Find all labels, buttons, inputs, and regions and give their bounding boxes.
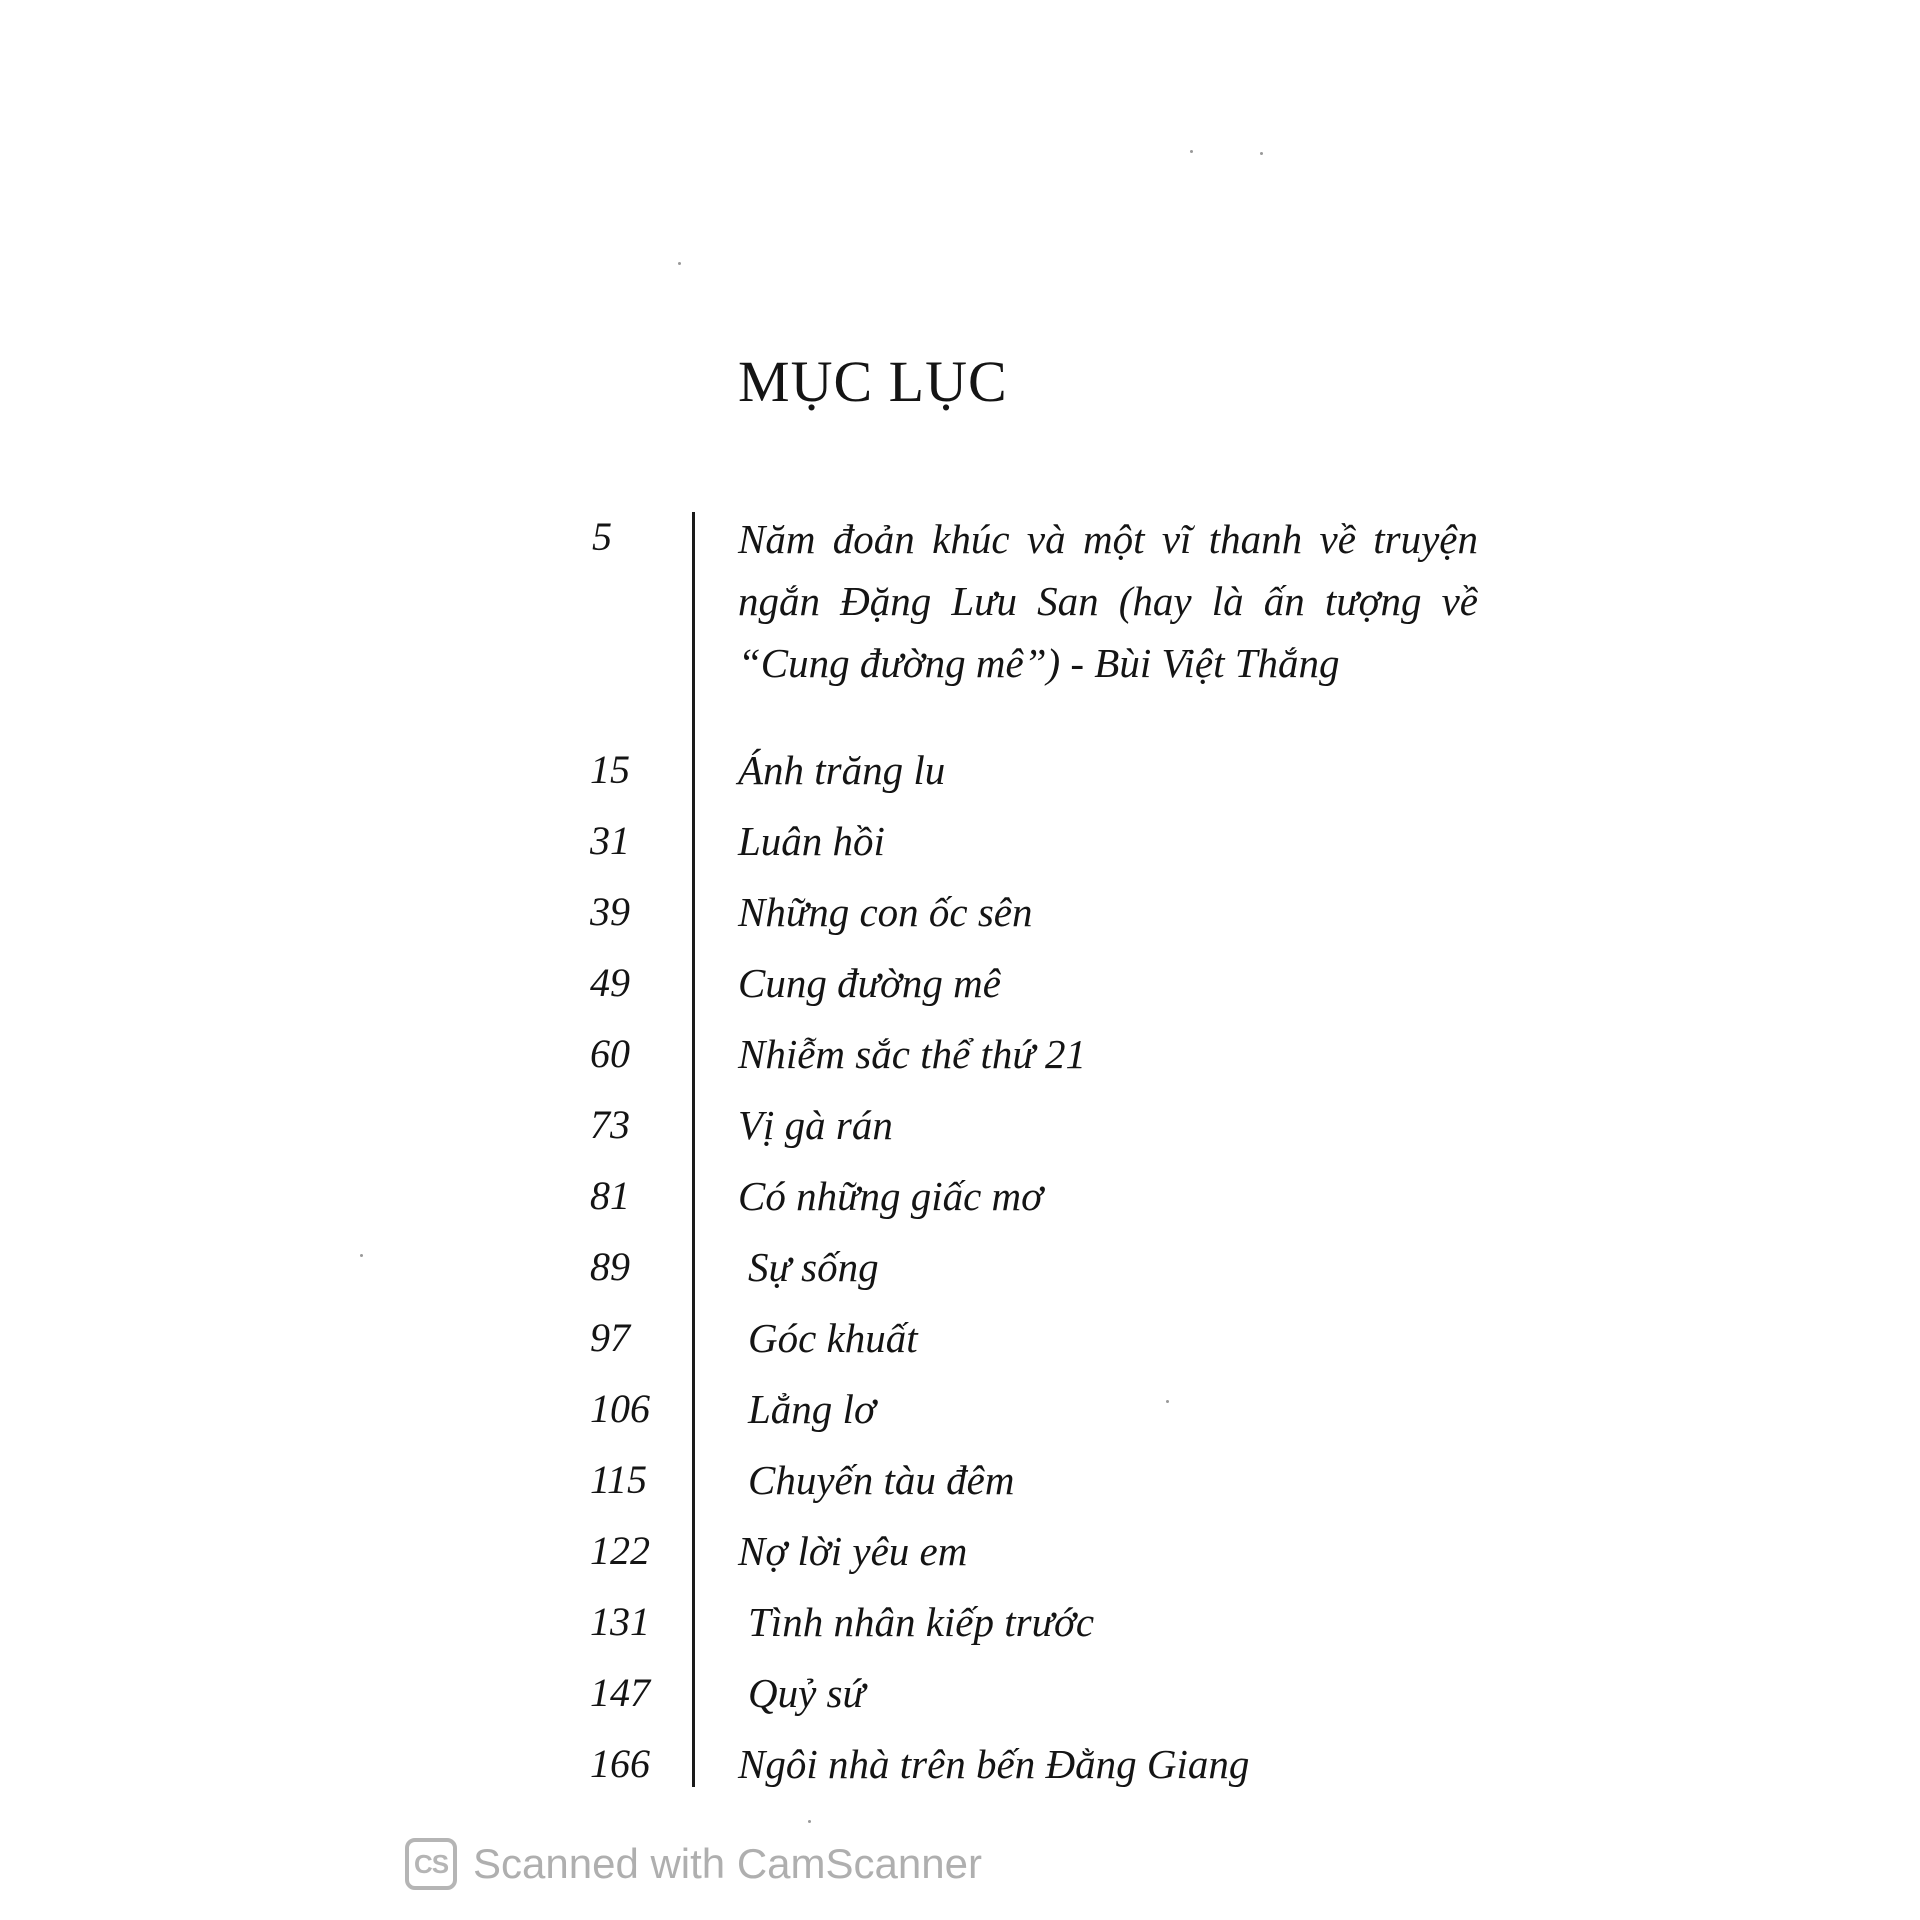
toc-entry-title: Tình nhân kiếp trước xyxy=(748,1599,1095,1645)
toc-entry-title: Nhiễm sắc thể thứ 21 xyxy=(738,1031,1087,1077)
intro-page-number: 5 xyxy=(592,514,612,559)
scan-speck xyxy=(808,1820,811,1823)
toc-entry-title: Lẳng lơ xyxy=(748,1386,876,1432)
toc-page-number: 31 xyxy=(590,818,630,863)
toc-entry-title: Sự sống xyxy=(748,1244,879,1290)
toc-page-number: 115 xyxy=(590,1457,648,1502)
toc-page-number: 97 xyxy=(590,1315,630,1360)
toc-page-number: 122 xyxy=(590,1528,650,1573)
toc-page-number: 147 xyxy=(590,1670,650,1715)
intro-line-2: ngắn Đặng Lưu San (hay là ấn tượng về xyxy=(738,578,1478,624)
toc-entry-title: Những con ốc sên xyxy=(738,889,1033,935)
toc-entry-title: Cung đường mê xyxy=(738,960,1001,1006)
camscanner-logo-icon: CS xyxy=(405,1838,457,1890)
toc-entry-title: Nợ lời yêu em xyxy=(738,1528,968,1574)
toc-page-number: 60 xyxy=(590,1031,630,1076)
intro-entry xyxy=(738,508,1478,694)
toc-entry-title: Chuyến tàu đêm xyxy=(748,1457,1015,1503)
watermark-text: Scanned with CamScanner xyxy=(473,1840,982,1887)
toc-page-number: 15 xyxy=(590,747,630,792)
intro-line-3: “Cung đường mê”) - Bùi Việt Thắng xyxy=(738,640,1340,686)
toc-page-number: 106 xyxy=(590,1386,650,1431)
scan-speck xyxy=(678,262,681,265)
toc-page-number: 49 xyxy=(590,960,630,1005)
toc-page-number: 166 xyxy=(590,1741,650,1786)
toc-page-number: 73 xyxy=(590,1102,630,1147)
toc-page-number: 89 xyxy=(590,1244,630,1289)
scan-speck xyxy=(1260,152,1263,155)
scan-speck xyxy=(1190,150,1193,153)
toc-page-number: 39 xyxy=(590,889,630,934)
camscanner-watermark xyxy=(405,1838,982,1890)
toc-entry-title: Ánh trăng lu xyxy=(738,747,946,793)
toc-page-number: 81 xyxy=(590,1173,630,1218)
toc-entry-title: Vị gà rán xyxy=(738,1102,893,1148)
toc-entry-title: Ngôi nhà trên bến Đằng Giang xyxy=(738,1741,1250,1787)
scan-speck xyxy=(1166,1400,1169,1403)
toc-entry-title: Có những giấc mơ xyxy=(738,1173,1044,1219)
toc-entry-title: Luân hồi xyxy=(738,818,885,864)
intro-line-1: Năm đoản khúc và một vĩ thanh về truyện xyxy=(738,516,1478,562)
column-divider xyxy=(692,512,695,1787)
page-title: MỤC LỤC xyxy=(738,349,1008,414)
toc-entry-title: Quỷ sứ xyxy=(748,1670,865,1716)
scan-speck xyxy=(360,1254,363,1257)
toc-page-number: 131 xyxy=(590,1599,650,1644)
toc-entry-title: Góc khuất xyxy=(748,1315,918,1361)
